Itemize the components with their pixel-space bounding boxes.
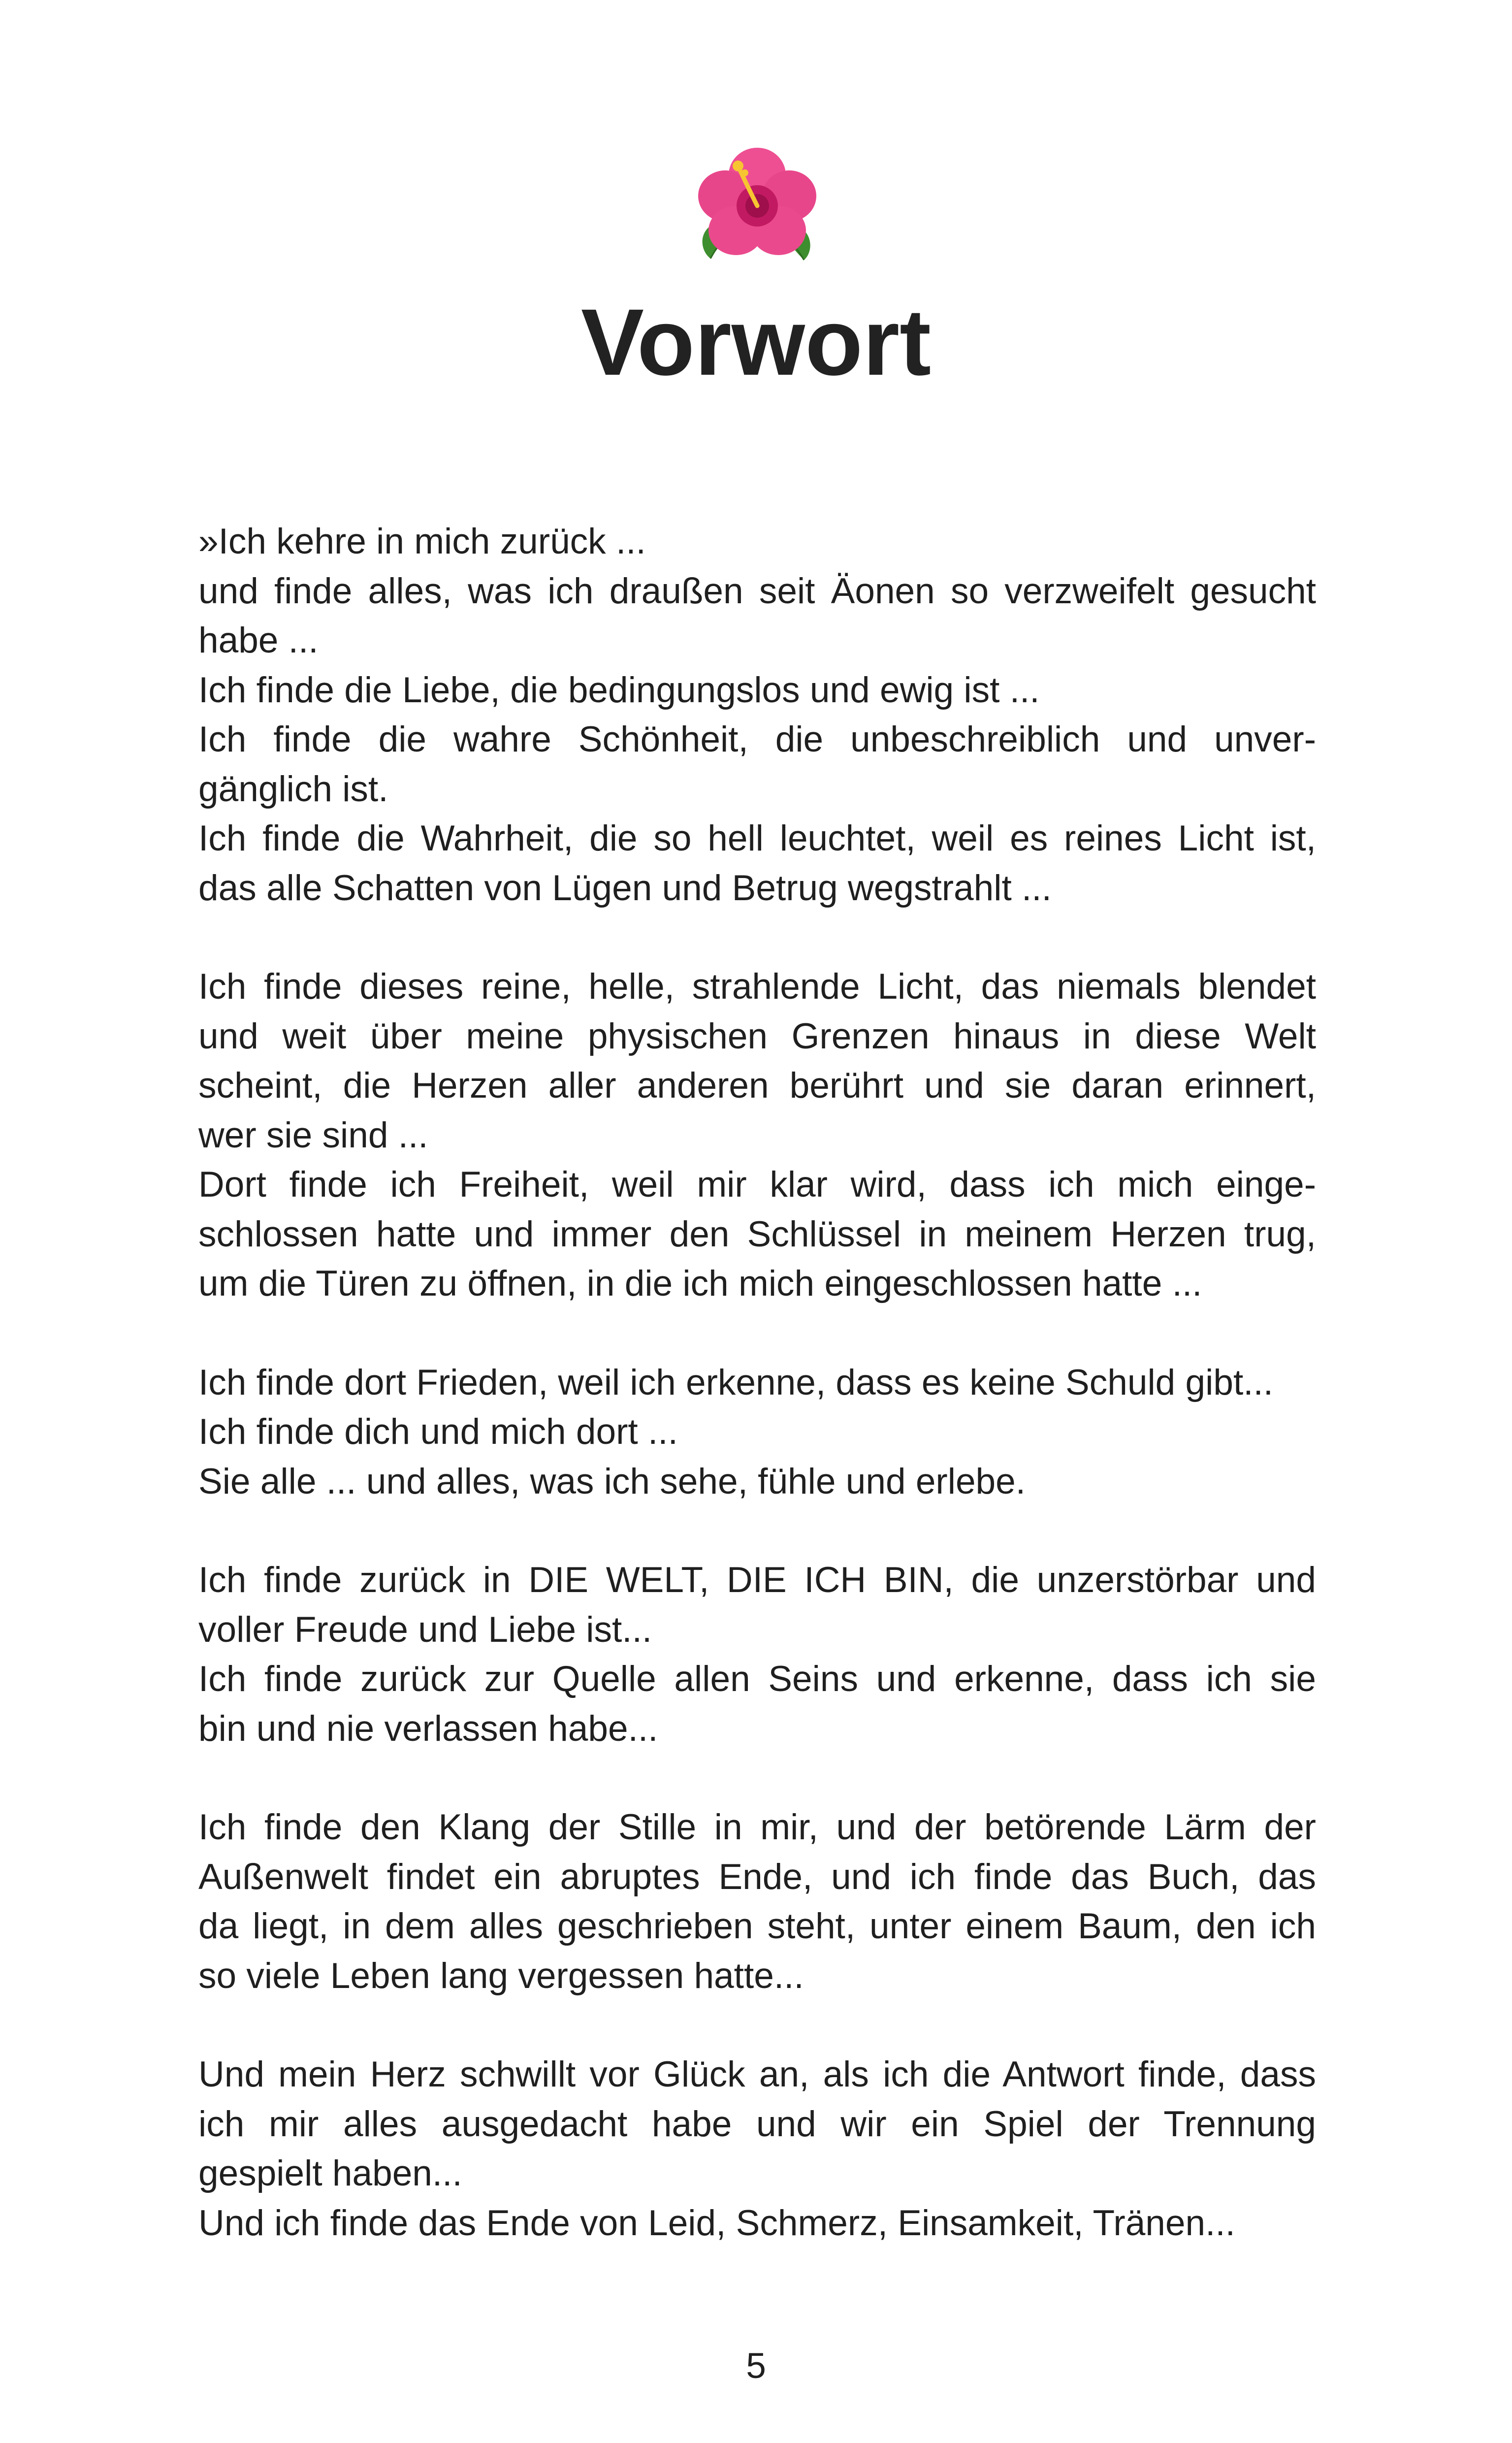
text-line: Ich finde dich und mich dort ... <box>198 1412 678 1452</box>
paragraph-3 <box>198 1358 1316 1507</box>
paragraph-4 <box>198 1556 1316 1754</box>
hibiscus-icon <box>696 144 819 262</box>
text-line: wer sie sind ... <box>198 1115 428 1155</box>
paragraph-1 <box>198 517 1316 913</box>
text-line: ich mir alles ausgedacht habe und wir ein Spiel der Trennung <box>198 2104 1316 2144</box>
text-line: voller Freude und Liebe ist... <box>198 1609 652 1650</box>
text-line: Sie alle ... und alles, was ich sehe, fühle und erlebe. <box>198 1461 1026 1501</box>
page-title: Vorwort <box>580 289 932 395</box>
text-line: Und mein Herz schwillt vor Glück an, als ich die Antwort finde, dass <box>198 2054 1316 2094</box>
text-line: gänglich ist. <box>198 769 388 809</box>
text-line: Ich finde den Klang der Stille in mir, und der betörende Lärm der <box>198 1807 1316 1847</box>
text-line: Ich finde die Wahrheit, die so hell leuchtet, weil es reines Licht ist, <box>198 818 1316 858</box>
text-line: so viele Leben lang vergessen hatte... <box>198 1955 804 1996</box>
text-line: Außenwelt findet ein abruptes Ende, und ich finde das Buch, das <box>198 1857 1316 1897</box>
text-line: und finde alles, was ich draußen seit Äonen so verzweifelt gesucht <box>198 571 1316 611</box>
text-line: Ich finde zurück in DIE WELT, DIE ICH BIN, die unzerstörbar und <box>198 1560 1316 1600</box>
text-line: Ich finde dieses reine, helle, strahlende Licht, das niemals blendet <box>198 967 1316 1007</box>
paragraph-6 <box>198 2050 1316 2248</box>
text-line: Dort finde ich Freiheit, weil mir klar wird, dass ich mich einge- <box>198 1165 1316 1205</box>
text-line: um die Türen zu öffnen, in die ich mich eingeschlossen hatte ... <box>198 1264 1202 1303</box>
text-line: da liegt, in dem alles geschrieben steht, unter einem Baum, den ich <box>198 1906 1316 1946</box>
text-line: scheint, die Herzen aller anderen berührt und sie daran erinnert, <box>198 1066 1316 1106</box>
paragraph-5 <box>198 1803 1316 2001</box>
text-line: Und ich finde das Ende von Leid, Schmerz, Einsamkeit, Tränen... <box>198 2203 1235 2243</box>
page-number: 5 <box>746 2346 766 2386</box>
text-line: schlossen hatte und immer den Schlüssel in meinem Herzen trug, <box>198 1214 1316 1254</box>
text-line: das alle Schatten von Lügen und Betrug wegstrahlt ... <box>198 868 1052 908</box>
text-line: Ich finde dort Frieden, weil ich erkenne, dass es keine Schuld gibt... <box>198 1362 1274 1402</box>
text-line: habe ... <box>198 620 319 660</box>
text-line: »Ich kehre in mich zurück ... <box>198 521 646 561</box>
paragraph-2 <box>198 962 1316 1309</box>
text-line: und weit über meine physischen Grenzen hinaus in diese Welt <box>198 1016 1316 1056</box>
text-line: Ich finde zurück zur Quelle allen Seins und erkenne, dass ich sie <box>198 1659 1316 1699</box>
text-line: bin und nie verlassen habe... <box>198 1708 658 1749</box>
text-line: Ich finde die wahre Schönheit, die unbeschreiblich und unver- <box>198 719 1316 759</box>
text-line: gespielt haben... <box>198 2153 462 2193</box>
foreword-text <box>198 517 1316 2297</box>
text-line: Ich finde die Liebe, die bedingungslos und ewig ist ... <box>198 670 1040 710</box>
